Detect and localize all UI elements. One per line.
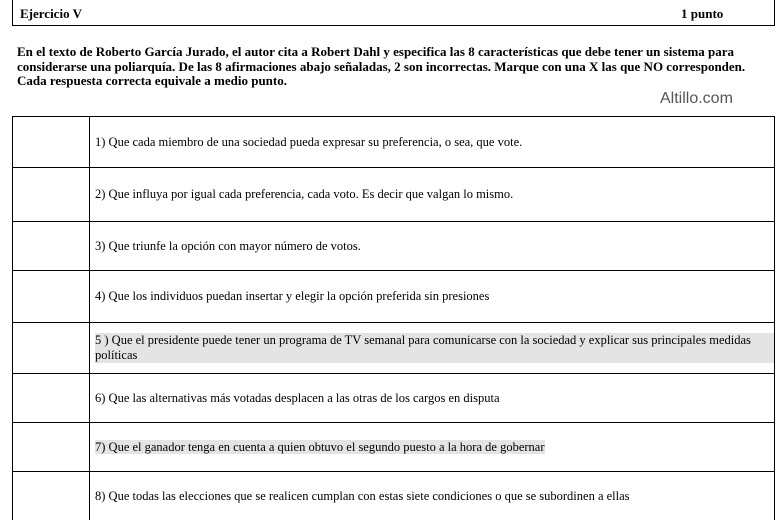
statement-text-4: 4) Que los individuos puedan insertar y elegir la opción preferida sin presiones xyxy=(95,289,774,304)
mark-cell-5[interactable] xyxy=(13,323,90,374)
exercise-header xyxy=(12,0,775,26)
table-row xyxy=(13,271,775,323)
instructions-text: En el texto de Roberto García Jurado, el autor cita a Robert Dahl y especifica las 8 características que debe tener un sistema para considerarse una poliarquía. De las 8 afirmaciones abajo señaladas, 2 son incorrectas. Marque con una X las que NO corresponden. Cada respuesta correcta equivale a medio punto. xyxy=(17,45,777,89)
mark-cell-1[interactable] xyxy=(13,117,90,168)
table-row xyxy=(13,423,775,472)
statement-cell-8 xyxy=(90,472,775,520)
statement-text-2: 2) Que influya por igual cada preferencia, cada voto. Es decir que valgan lo mismo. xyxy=(95,187,774,202)
statement-cell-1 xyxy=(90,117,775,168)
mark-cell-7[interactable] xyxy=(13,423,90,472)
table-row xyxy=(13,323,775,374)
mark-cell-3[interactable] xyxy=(13,222,90,271)
table-row xyxy=(13,117,775,168)
exercise-points: 1 punto xyxy=(681,6,723,22)
statement-text-8: 8) Que todas las elecciones que se realicen cumplan con estas siete condiciones o que se subordinen a ellas xyxy=(95,489,774,504)
mark-cell-8[interactable] xyxy=(13,472,90,520)
statements-table xyxy=(12,116,775,520)
watermark: Altillo.com xyxy=(660,90,733,108)
table-row xyxy=(13,222,775,271)
statement-cell-2 xyxy=(90,168,775,222)
exercise-title: Ejercicio V xyxy=(20,6,82,22)
statement-cell-3 xyxy=(90,222,775,271)
table-row xyxy=(13,374,775,423)
statement-text-7: 7) Que el ganador tenga en cuenta a quien obtuvo el segundo puesto a la hora de gobernar xyxy=(95,440,545,454)
statement-text-6: 6) Que las alternativas más votadas desplacen a las otras de los cargos en disputa xyxy=(95,391,774,406)
mark-cell-4[interactable] xyxy=(13,271,90,323)
mark-cell-2[interactable] xyxy=(13,168,90,222)
table-row xyxy=(13,168,775,222)
statement-text-3: 3) Que triunfe la opción con mayor número de votos. xyxy=(95,239,774,254)
statement-text-5: 5 ) Que el presidente puede tener un programa de TV semanal para comunicarse con la sociedad y explicar sus principales medidas políticas xyxy=(95,333,774,363)
statement-text-1: 1) Que cada miembro de una sociedad pueda expresar su preferencia, o sea, que vote. xyxy=(95,135,774,150)
statement-cell-4 xyxy=(90,271,775,323)
mark-cell-6[interactable] xyxy=(13,374,90,423)
table-row xyxy=(13,472,775,520)
statement-cell-6 xyxy=(90,374,775,423)
statement-cell-5 xyxy=(90,323,775,374)
statement-cell-7 xyxy=(90,423,775,472)
